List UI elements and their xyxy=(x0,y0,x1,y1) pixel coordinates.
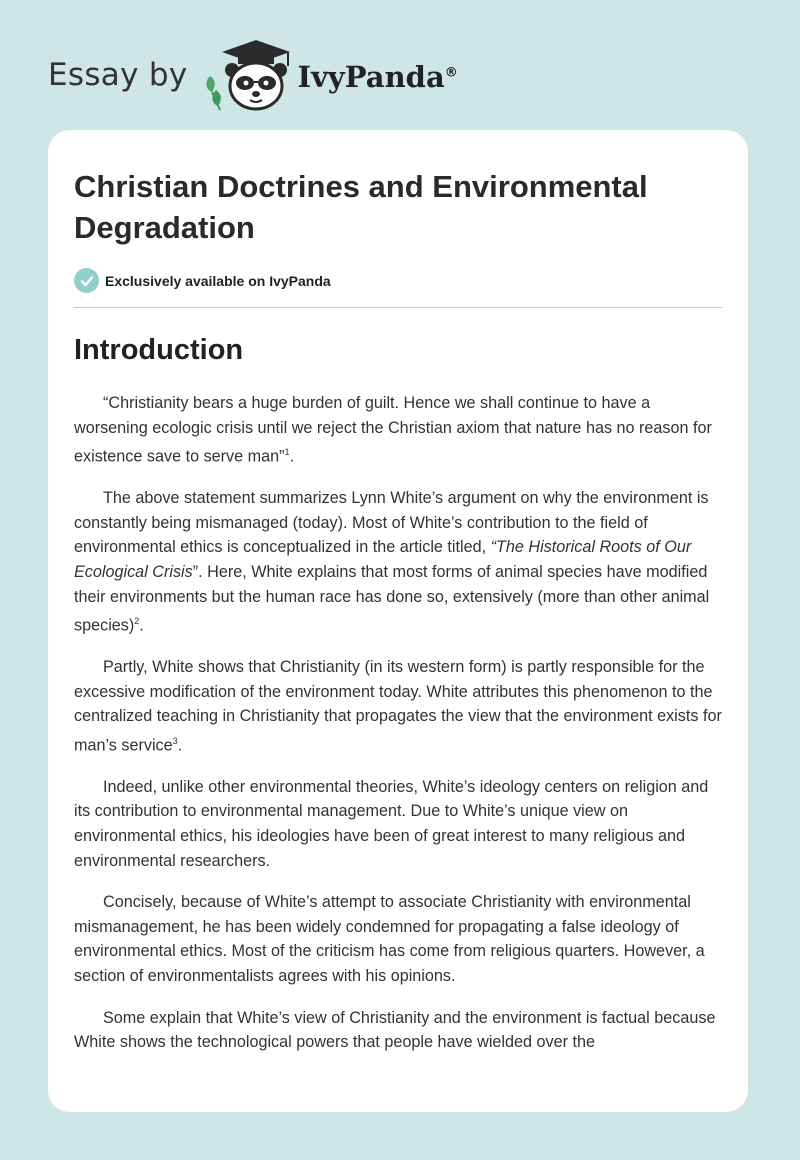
divider xyxy=(74,307,722,308)
check-icon xyxy=(74,268,99,293)
exclusive-badge xyxy=(74,268,722,293)
paragraph: Some explain that White’s view of Christianity and the environment is factual because White shows the technological powers that people have wielded over the xyxy=(74,1008,716,1052)
footnote-ref[interactable]: 2 xyxy=(134,616,140,627)
essay-by-label: Essay by xyxy=(48,57,188,93)
brand-name: IvyPanda® xyxy=(297,60,458,94)
exclusive-badge-text: Exclusively available on IvyPanda xyxy=(105,272,331,289)
registered-mark: ® xyxy=(444,65,458,81)
brand-logo-link[interactable] xyxy=(48,38,458,112)
panda-mascot-icon xyxy=(202,38,294,112)
footnote-ref[interactable]: 3 xyxy=(172,735,178,746)
page-title: Christian Doctrines and Environmental Degradation xyxy=(74,169,648,245)
paragraph: “Christianity bears a huge burden of guilt. Hence we shall continue to have a worsening ecologic crisis until we reject the Christian axiom that nature has no reason for existence save to serve man”$^1$. xyxy=(74,394,712,466)
essay-card xyxy=(48,130,748,1112)
article-title-italic: “The Historical Roots of Our Ecological Crisis xyxy=(74,538,692,581)
paragraph: Concisely, because of White’s attempt to associate Christianity with environmental mismanagement, he has been widely condemned for propagating a false ideology of environmental ethics. Most of the criticism has come from religious quarters. However, a section of environmentalists agrees with his opinions. xyxy=(74,893,705,986)
paragraph: Indeed, unlike other environmental theories, White’s ideology centers on religion and its contribution to environmental management. Due to White’s unique view on environmental ethics, his ideologies have been of great interest to many religious and environmental researchers. xyxy=(74,777,709,870)
paragraph: Partly, White shows that Christianity (in its western form) is partly responsible for the excessive modification of the environment today. White attributes this phenomenon to the centralized teaching in Christianity that propagates the view that the environment exists for man’s service$^3$. xyxy=(74,658,722,755)
footnote-ref[interactable]: 1 xyxy=(284,447,290,458)
site-header xyxy=(0,0,800,130)
paragraph: The above statement summarizes Lynn White’s argument on why the environment is constantly being mismanaged (today). Most of White’s contribution to the field of environmental ethics is conceptualized in the article titled, “The Historical Roots of Our Ecological Crisis”. Here, White explains that most forms of animal species have modified their environments but the human race has done so, extensively (more than other animal species)$^2$. xyxy=(74,489,710,635)
section-heading: Introduction xyxy=(74,334,244,366)
